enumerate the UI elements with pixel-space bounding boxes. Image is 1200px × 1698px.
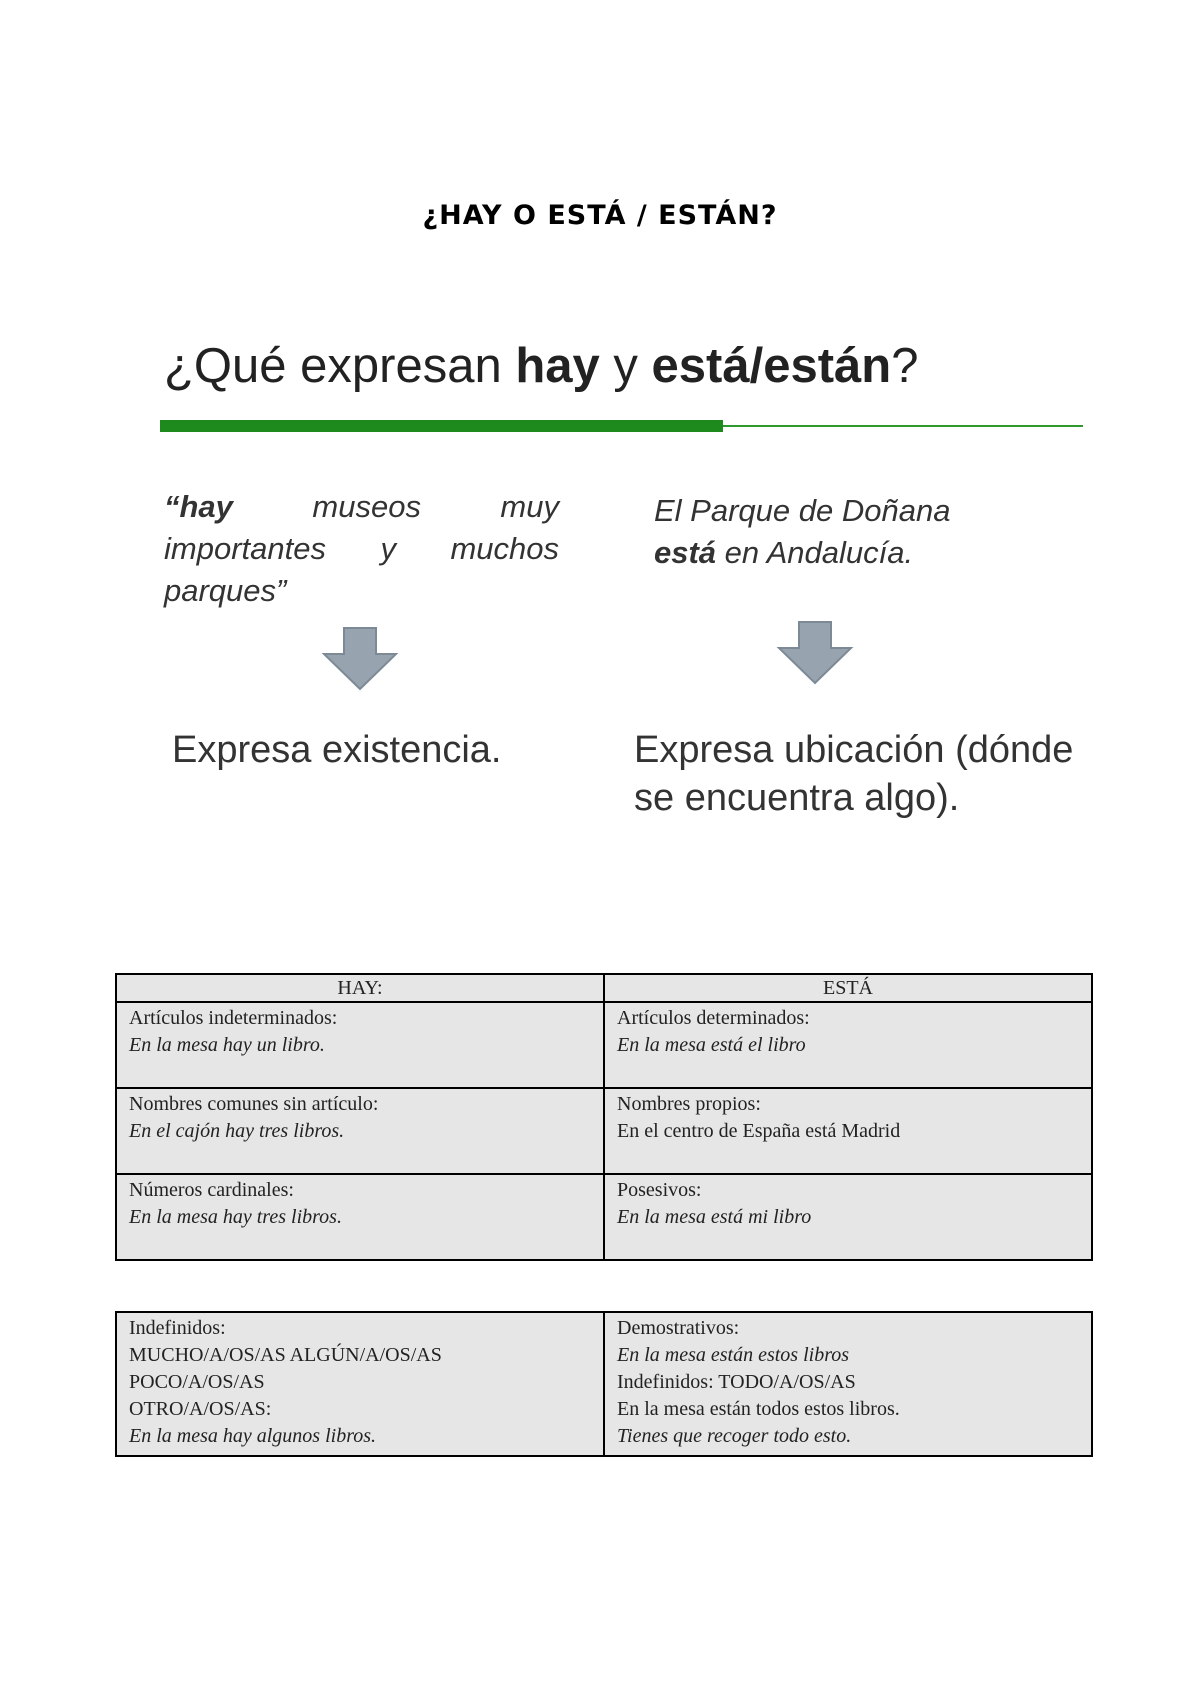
table-cell — [116, 1002, 604, 1088]
cell-example: En la mesa están estos libros — [617, 1344, 850, 1366]
heading-text-3: ? — [891, 339, 919, 393]
table-row — [116, 1002, 1092, 1088]
cell-label: Artículos indeterminados: — [129, 1007, 338, 1029]
cell-label: Demostrativos: — [617, 1317, 740, 1339]
cell-label: Números cardinales: — [129, 1179, 294, 1201]
cell-example: En la mesa hay tres libros. — [129, 1206, 342, 1228]
example-esta-text: en Andalucía. — [716, 535, 914, 570]
slide-heading — [164, 339, 1074, 393]
table-cell — [604, 1174, 1092, 1260]
cell-label: Artículos determinados: — [617, 1007, 810, 1029]
table-cell — [116, 1088, 604, 1174]
example-hay — [164, 486, 559, 612]
table-cell — [604, 1002, 1092, 1088]
heading-underline-thin — [723, 425, 1083, 427]
table-cell — [116, 1312, 604, 1456]
example-hay-bold: “hay — [164, 489, 233, 524]
cell-example: En la mesa está mi libro — [617, 1206, 812, 1228]
result-existence: Expresa existencia. — [172, 729, 502, 771]
comparison-table — [115, 973, 1093, 1261]
document-title: ¿HAY O ESTÁ / ESTÁN? — [422, 200, 778, 231]
down-arrow-icon — [775, 620, 855, 686]
example-esta — [654, 490, 1044, 574]
table-row — [116, 1088, 1092, 1174]
cell-line: MUCHO/A/OS/AS ALGÚN/A/OS/AS — [129, 1344, 442, 1366]
table-row — [116, 1312, 1092, 1456]
cell-label: Indefinidos: — [129, 1317, 226, 1339]
cell-line: Indefinidos: TODO/A/OS/AS — [617, 1371, 856, 1393]
cell-label: Posesivos: — [617, 1179, 702, 1201]
heading-underline-thick — [160, 420, 723, 432]
table-header-row — [116, 974, 1092, 1002]
cell-line: POCO/A/OS/AS — [129, 1371, 265, 1393]
down-arrow-icon — [320, 626, 400, 692]
indefinites-table — [115, 1311, 1093, 1457]
slide-image — [160, 330, 1080, 890]
heading-text-1: ¿Qué expresan — [164, 339, 516, 393]
cell-line: OTRO/A/OS/AS: — [129, 1398, 272, 1420]
table-cell — [604, 1312, 1092, 1456]
cell-example: En la mesa hay algunos libros. — [129, 1425, 377, 1447]
cell-example: En la mesa hay un libro. — [129, 1034, 325, 1056]
table-cell — [116, 1174, 604, 1260]
example-esta-line1: El Parque de Doñana — [654, 493, 951, 528]
example-esta-bold: está — [654, 535, 717, 570]
cell-example: En el centro de España está Madrid — [617, 1120, 901, 1142]
heading-bold-hay: hay — [515, 339, 600, 393]
result-location: Expresa ubicación (dónde se encuentra algo). — [634, 729, 1074, 819]
cell-example: Tienes que recoger todo esto. — [617, 1425, 852, 1447]
cell-example: En el cajón hay tres libros. — [129, 1120, 345, 1142]
table-cell — [604, 1088, 1092, 1174]
example-hay-text: museos muy importantes y muchos parques” — [164, 489, 559, 608]
cell-label: Nombres propios: — [617, 1093, 761, 1115]
cell-label: Nombres comunes sin artículo: — [129, 1093, 379, 1115]
cell-example: En la mesa está el libro — [617, 1034, 806, 1056]
table-row — [116, 1174, 1092, 1260]
heading-bold-esta: está/están — [651, 339, 892, 393]
header-hay: HAY: — [116, 974, 604, 1002]
header-esta: ESTÁ — [604, 974, 1092, 1002]
heading-text-2: y — [599, 339, 652, 393]
cell-line: En la mesa están todos estos libros. — [617, 1398, 900, 1420]
